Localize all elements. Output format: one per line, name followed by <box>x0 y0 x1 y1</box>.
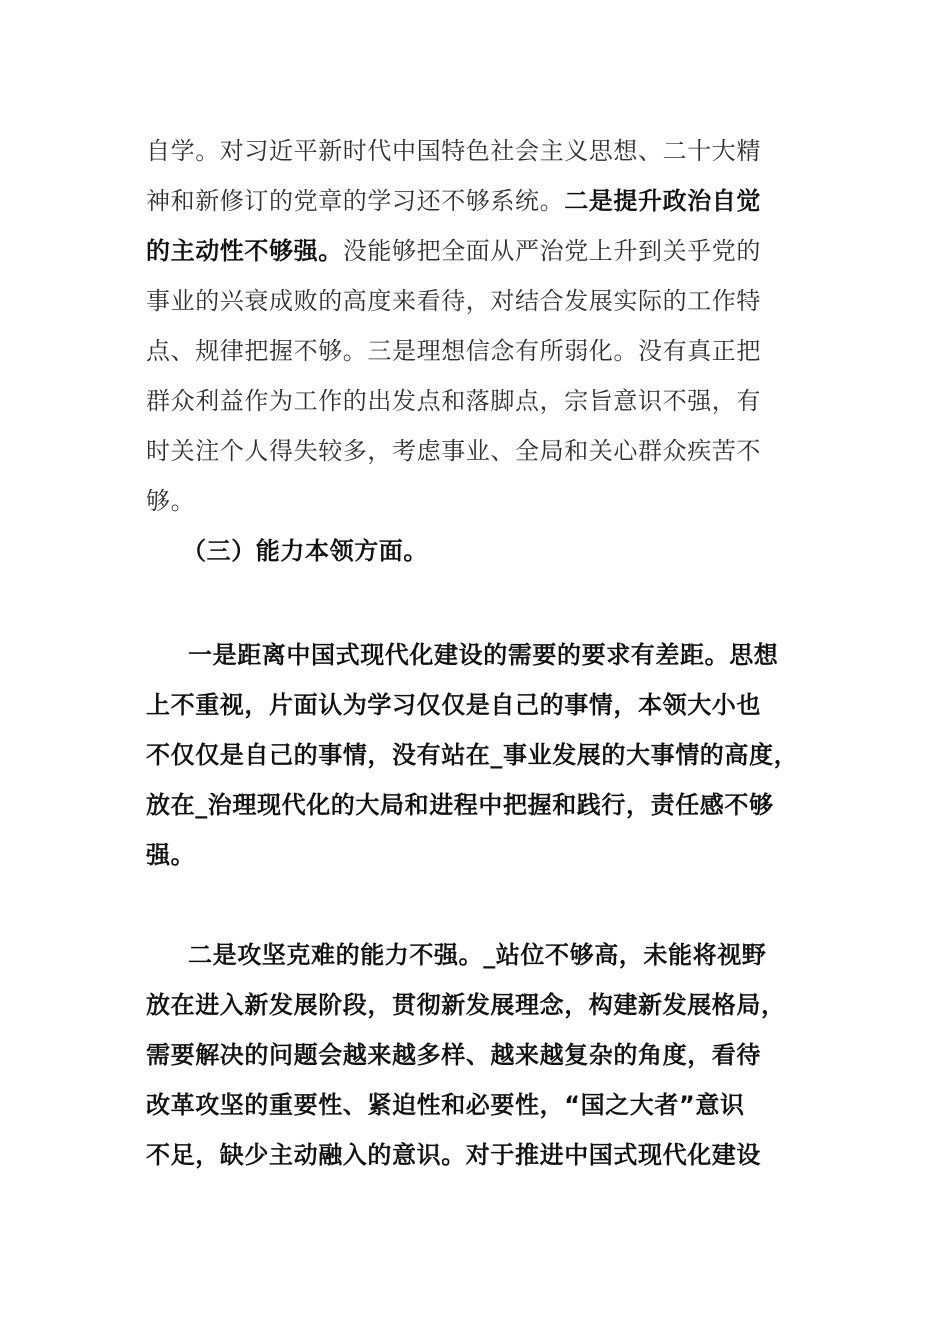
text-run: 神和新修订的党章的学习还不够系统。 <box>146 187 565 215</box>
bold-text-run: 的主动性不够强。 <box>146 237 343 265</box>
text-line: 群众利益作为工作的出发点和落脚点，宗旨意识不强，有 <box>146 387 761 415</box>
text-line: 不足，缺少主动融入的意识。对于推进中国式现代化建设 <box>146 1141 761 1169</box>
text-line <box>146 176 826 226</box>
section-heading <box>146 526 826 576</box>
text-line: 放在进入新发展阶段，贯彻新发展理念，构建新发展格局， <box>146 991 786 1019</box>
text-line: 改革攻坚的重要性、紧迫性和必要性，“国之大者”意识 <box>146 1091 745 1119</box>
text-line: 二是攻坚克难的能力不强。_站位不够高，未能将视野 <box>188 941 767 969</box>
paragraph-political-awareness <box>146 126 826 526</box>
text-run: 没能够把全面从严治党上升到关乎党的 <box>342 237 762 265</box>
section-heading-text: （三）能力本领方面。 <box>182 537 428 565</box>
paragraph-capability-gap <box>146 630 826 880</box>
text-line: 事业的兴衰成败的高度来看待，对结合发展实际的工作特 <box>146 287 761 315</box>
text-line: 点、规律把握不够。三是理想信念有所弱化。没有真正把 <box>146 337 761 365</box>
text-line: 放在_治理现代化的大局和进程中把握和践行，责任感不够 <box>146 791 774 819</box>
text-line: 需要解决的问题会越来越多样、越来越复杂的角度，看待 <box>146 1041 761 1069</box>
text-line <box>146 226 826 276</box>
bold-text-run: 二是提升政治自觉 <box>564 187 762 215</box>
text-line: 时关注个人得失较多，考虑事业、全局和关心群众疾苦不 <box>146 437 761 465</box>
text-line: 自学。对习近平新时代中国特色社会主义思想、二十大精 <box>146 137 761 165</box>
text-line: 够。 <box>146 487 196 515</box>
text-line: 不仅仅是自己的事情，没有站在_事业发展的大事情的高度， <box>146 741 799 769</box>
text-line: 强。 <box>146 841 196 869</box>
text-line: 一是距离中国式现代化建设的需要的要求有差距。思想 <box>188 641 779 669</box>
text-line: 上不重视，片面认为学习仅仅是自己的事情，本领大小也 <box>146 691 761 719</box>
paragraph-tackling-difficulties <box>146 930 826 1180</box>
